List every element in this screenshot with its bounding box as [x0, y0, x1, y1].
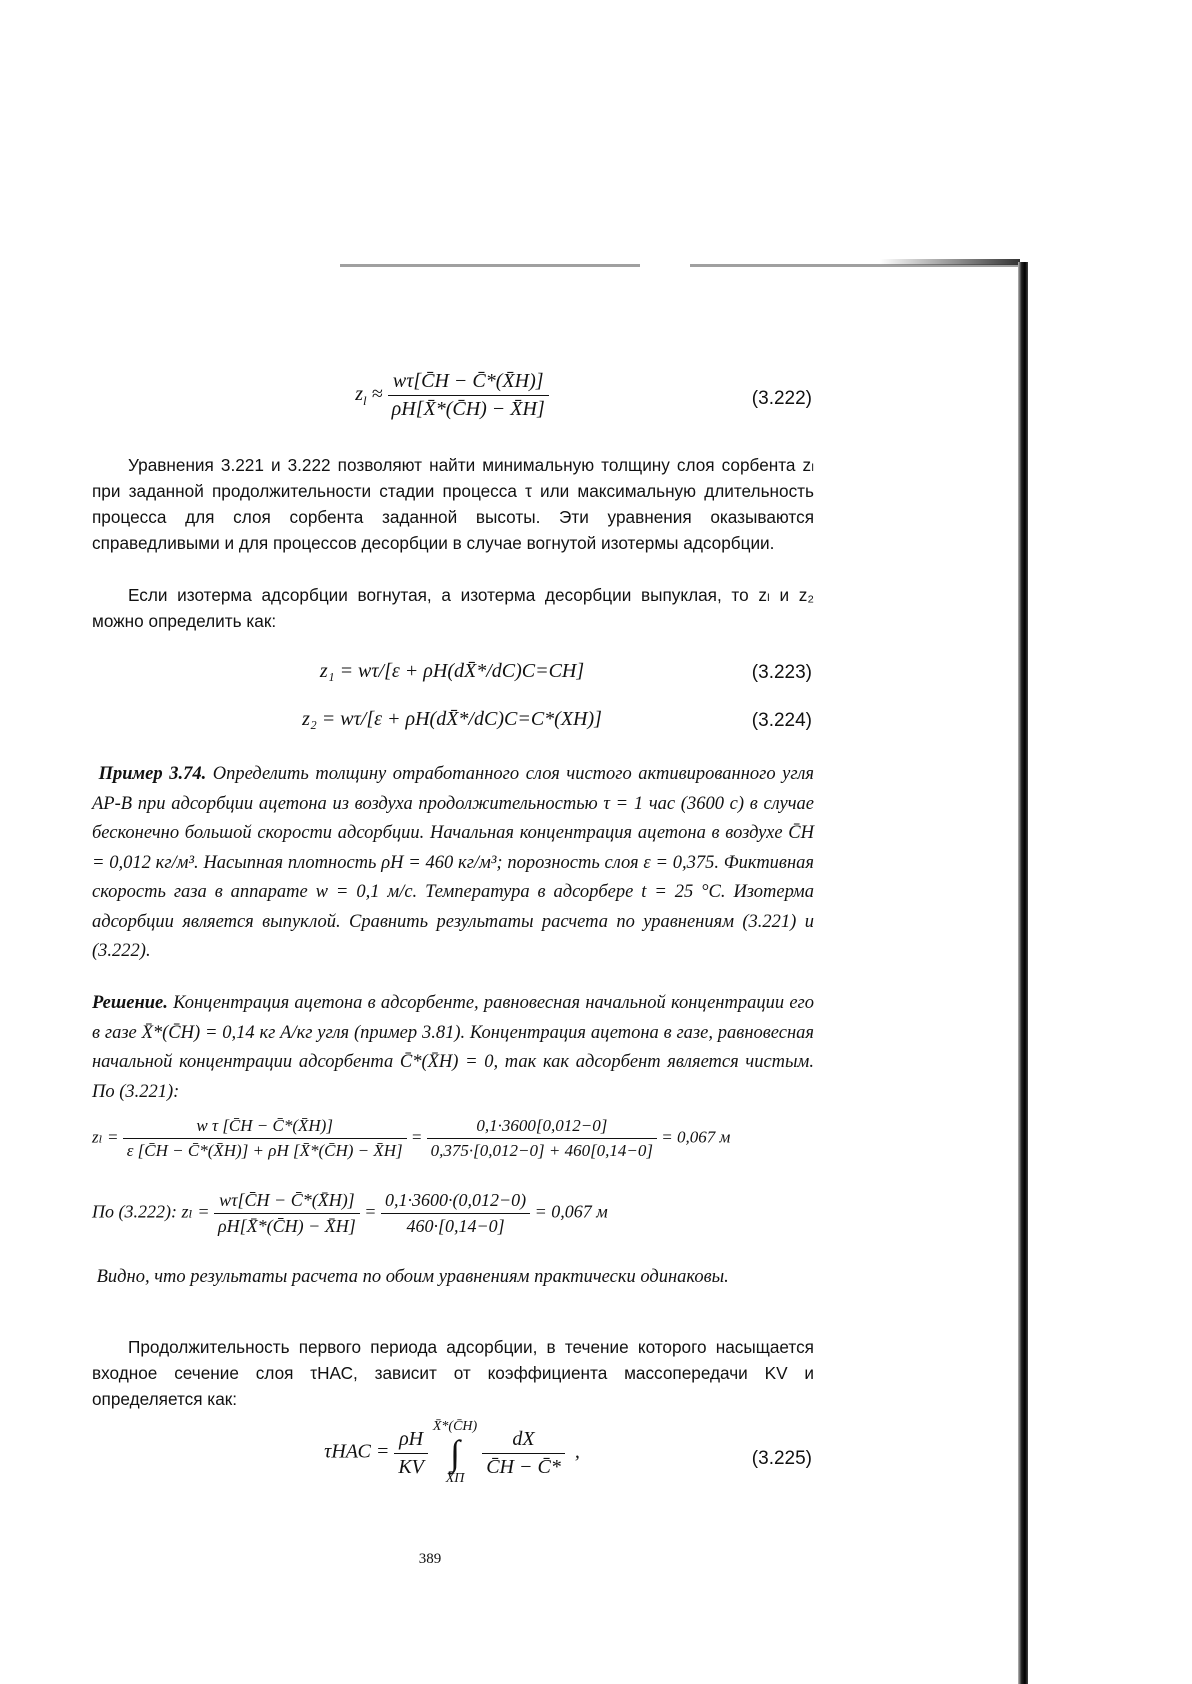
- page-number: 389: [418, 1551, 442, 1567]
- equation-3-223: [92, 660, 812, 700]
- eq-3-222-numerator: wτ[C̄Н − C̄*(X̄Н)]: [388, 370, 549, 396]
- paragraph-3: Продолжительность первого периода адсорбции, в течение которого насыщается входное сечение слоя τНАС, зависит от коэффициента массопередачи KV и определяется как:: [92, 1337, 814, 1409]
- scan-page-edge: [1018, 262, 1028, 1684]
- equation-3-224: [92, 708, 812, 748]
- solution-label: Решение.: [92, 993, 168, 1013]
- eq-3-223-formula: z₁ = wτ/[ε + ρН(dX̄*/dC)C=CН]: [319, 660, 585, 682]
- paragraph-1: Уравнения 3.221 и 3.222 позволяют найти минимальную толщину слоя сорбента zₗ при заданной продолжительности стадии процесса τ или максимальную длительность процесса для слоя сорбента заданной высоты. Эти уравнения оказываются справедливыми и для процессов десорбции в случае вогнутой изотермы адсорбции.: [92, 455, 814, 553]
- equation-number: (3.222): [751, 388, 812, 409]
- equation-number: (3.225): [751, 1448, 812, 1469]
- eq-3-222-lhs: $z_l$: [355, 383, 367, 409]
- eq-3-222-denominator: ρН[X̄*(C̄Н) − X̄Н]: [391, 398, 545, 420]
- example-label: Пример 3.74.: [98, 764, 207, 784]
- equation-3-222: $z_l$ ≈ $\frac{w\tau[C̄Н - C̄*(X̄Н)]}{\rho Н[X̄*(C̄Н) - X̄Н]}$ (3.222): [355, 370, 812, 420]
- equation-3-225: τНАС = $\frac{\rho Н}{KV}$ X̄*(C̄Н) ∫ X̄П $\frac{dX}{C̄Н - C̄*}$ , (3.225): [324, 1419, 812, 1486]
- solution: [92, 989, 814, 1107]
- integral: X̄*(C̄Н) ∫ X̄П: [432, 1419, 478, 1486]
- eq-3-224-formula: z₂ = wτ/[ε + ρН(dX̄*/dC)C=C*(XН)]: [302, 708, 602, 730]
- paragraph-2: Если изотерма адсорбции вогнутая, а изотерма десорбции выпуклая, то zₗ и z₂ можно определить как:: [92, 585, 814, 631]
- conclusion: Видно, что результаты расчета по обоим уравнениям практически одинаковы.: [96, 1267, 729, 1287]
- scan-artifact-corner: [880, 259, 1020, 265]
- example-text: Определить толщину отработанного слоя чистого активированного угля АР-В при адсорбции ацетона из воздуха продолжительностью τ = 1 час (3600 с) в случае бесконечно большой скорости адсорбции. Начальная концентрация ацетона в воздухе C̄Н = 0,012 кг/м³. Насыпная плотность ρН = 460 кг/м³; порозность слоя ε = 0,375. Фиктивная скорость газа в аппарате w = 0,1 м/с. Температура в адсорбере t = 25 °C. Изотерма адсорбции является выпуклой. Сравнить результаты расчета по уравнениям (3.221) и (3.222).: [92, 764, 815, 961]
- calculation-3-221: zₗ = $\frac{\text{w τ [C̄Н − C̄*(X̄Н)]}}{\varepsilon [C̄Н - C̄*(X̄Н)] + \rho Н [X̄*(C̄Н) - X̄Н]}$ = $\frac{0,1\cdot 3600[0,012-0]}{0,375\cdot[0,012-0] + 460[0,14-0]}$ = 0,067 м: [92, 1116, 731, 1160]
- eq-3-222-fraction: [388, 370, 549, 421]
- calculation-3-222: По (3.222): zₗ = $\frac{w\tau[C̄Н - C̄*(X̄Н)]}{\rho Н[X̄*(C̄Н) - X̄Н]}$ = $\frac{0,1\cdot 3600\cdot(0,012-0)}{460\cdot[0,14-0]}$ = 0,067 м: [92, 1190, 608, 1236]
- scan-artifact-line: [340, 264, 640, 267]
- example-3-74: [92, 760, 814, 967]
- equation-number: (3.224): [751, 710, 812, 731]
- solution-text: Концентрация ацетона в адсорбенте, равновесная начальной концентрации его в газе X̄*(C̄Н) = 0,14 кг А/кг угля (пример 3.81). Концентрация ацетона в газе, равновесная начальной концентрации адсорбента C̄*(X̄Н) = 0, так как адсорбент является чистым. По (3.221):: [92, 993, 815, 1102]
- equation-number: (3.223): [751, 662, 812, 683]
